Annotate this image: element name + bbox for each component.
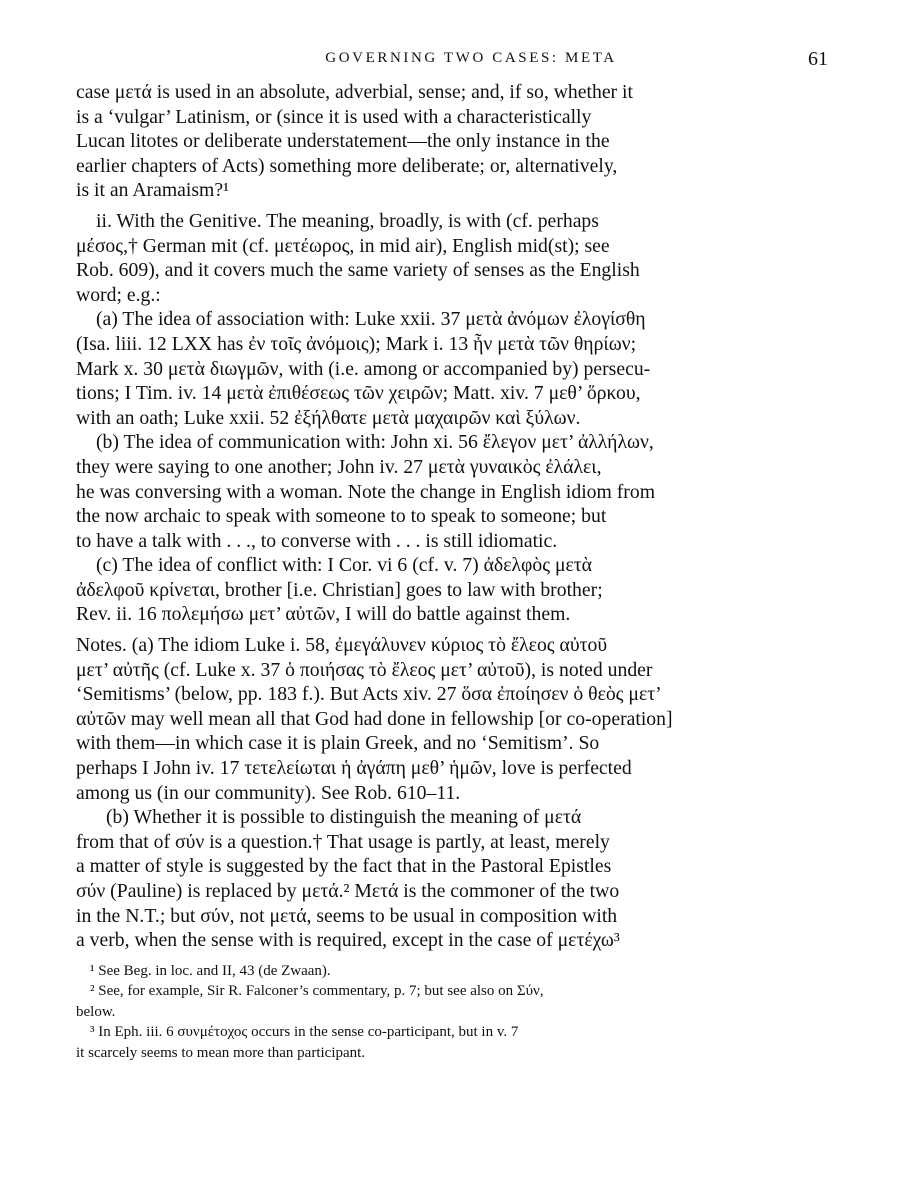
- body-line: (b) The idea of communication with: John xi. 56 ἔλεγον μετ’ ἀλλήλων,: [96, 431, 654, 454]
- body-line: (c) The idea of conflict with: I Cor. vi 6 (cf. v. 7) ἀδελφὸς μετὰ: [96, 554, 592, 577]
- body-line: earlier chapters of Acts) something more deliberate; or, alternatively,: [76, 154, 618, 177]
- body-line: in the N.T.; but σύν, not μετά, seems to be usual in composition with: [76, 904, 618, 927]
- body-line: ‘Semitisms’ (below, pp. 183 f.). But Acts xiv. 27 ὅσα ἐποίησεν ὁ θεὸς μετ’: [76, 683, 662, 706]
- body-line: he was conversing with a woman. Note the change in English idiom from: [76, 480, 656, 503]
- body-line: Rev. ii. 16 πολεμήσω μετ’ αὐτῶν, I will do battle against them.: [76, 603, 571, 626]
- body-line: ii. With the Genitive. The meaning, broadly, is with (cf. perhaps: [96, 209, 599, 232]
- body-line: among us (in our community). See Rob. 610–11.: [76, 781, 461, 804]
- body-line: Rob. 609), and it covers much the same variety of senses as the English: [76, 259, 640, 282]
- body-line: Notes. (a) The idiom Luke i. 58, ἐμεγάλυνεν κύριος τὸ ἔλεος αὐτοῦ: [76, 634, 608, 657]
- body-line: (b) Whether it is possible to distinguish the meaning of μετά: [106, 806, 582, 829]
- body-line: from that of σύν is a question.† That usage is partly, at least, merely: [76, 830, 610, 853]
- body-line: Lucan litotes or deliberate understatement—the only instance in the: [76, 130, 610, 153]
- body-line: with an oath; Luke xxii. 52 ἐξήλθατε μετὰ μαχαιρῶν καὶ ξύλων.: [76, 406, 581, 429]
- body-text: [76, 80, 828, 953]
- body-line: μετ’ αὐτῆς (cf. Luke x. 37 ὁ ποιήσας τὸ ἔλεος μετ’ αὐτοῦ), is noted under: [76, 658, 653, 681]
- footnotes: [76, 961, 828, 1064]
- body-line: they were saying to one another; John iv. 27 μετὰ γυναικὸς ἐλάλει,: [76, 455, 602, 478]
- page-number: 61: [808, 48, 828, 70]
- footnote-2-continued: below.: [76, 1003, 116, 1020]
- footnote-1: ¹ See Beg. in loc. and II, 43 (de Zwaan).: [90, 962, 331, 979]
- body-line: is a ‘vulgar’ Latinism, or (since it is used with a characteristically: [76, 105, 592, 128]
- running-head: [76, 50, 828, 80]
- body-line: with them—in which case it is plain Greek, and no ‘Semitism’. So: [76, 732, 600, 755]
- body-line: αὐτῶν may well mean all that God had done in fellowship [or co-operation]: [76, 707, 673, 730]
- body-line: tions; I Tim. iv. 14 μετὰ ἐπιθέσεως τῶν χειρῶν; Matt. xiv. 7 μεθ’ ὅρκου,: [76, 382, 641, 405]
- body-line: case μετά is used in an absolute, adverbial, sense; and, if so, whether it: [76, 81, 633, 103]
- body-line: word; e.g.:: [76, 283, 161, 306]
- body-line: a matter of style is suggested by the fact that in the Pastoral Epistles: [76, 855, 612, 878]
- footnote-2: ² See, for example, Sir R. Falconer’s commentary, p. 7; but see also on Σύν,: [90, 983, 544, 1000]
- body-line: Mark x. 30 μετὰ διωγμῶν, with (i.e. among or accompanied by) persecu-: [76, 357, 651, 380]
- book-page: [76, 50, 828, 1063]
- body-line: μέσος,† German mit (cf. μετέωρος, in mid air), English mid(st); see: [76, 234, 610, 257]
- body-line: (a) The idea of association with: Luke xxii. 37 μετὰ ἀνόμων ἐλογίσθη: [96, 308, 646, 331]
- body-line: σύν (Pauline) is replaced by μετά.² Μετά is the commoner of the two: [76, 880, 620, 902]
- body-line: (Isa. liii. 12 LXX has ἐν τοῖς ἀνόμοις); Mark i. 13 ἦν μετὰ τῶν θηρίων;: [76, 332, 637, 355]
- body-line: the now archaic to speak with someone to to speak to someone; but: [76, 505, 607, 528]
- body-line: perhaps I John iv. 17 τετελείωται ἡ ἀγάπη μεθ’ ἡμῶν, love is perfected: [76, 757, 632, 780]
- running-title: GOVERNING TWO CASES: META: [325, 50, 617, 66]
- footnote-3: ³ In Eph. iii. 6 συνμέτοχος occurs in the sense co-participant, but in v. 7: [90, 1024, 519, 1041]
- body-line: is it an Aramaism?¹: [76, 179, 229, 202]
- body-line: to have a talk with . . ., to converse with . . . is still idiomatic.: [76, 529, 558, 552]
- footnote-3-continued: it scarcely seems to mean more than participant.: [76, 1044, 366, 1061]
- body-line: a verb, when the sense with is required, except in the case of μετέχω³: [76, 929, 620, 952]
- body-line: ἀδελφοῦ κρίνεται, brother [i.e. Christian] goes to law with brother;: [76, 578, 603, 601]
